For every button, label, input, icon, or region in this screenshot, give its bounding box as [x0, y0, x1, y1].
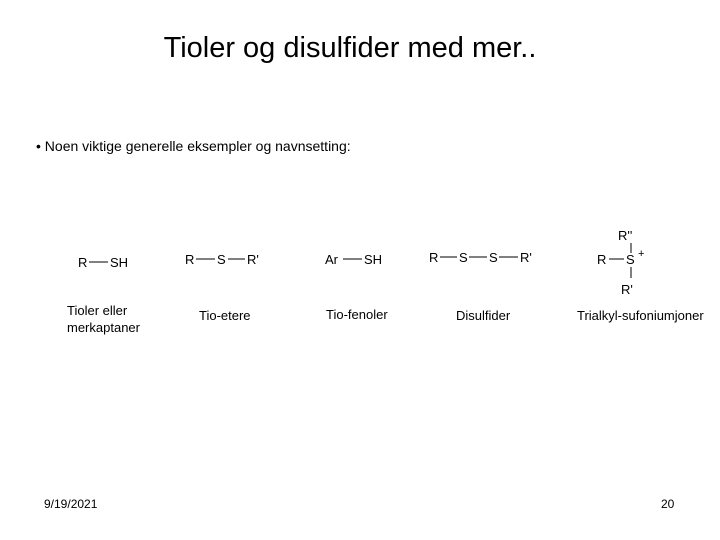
page-number: 20	[661, 497, 675, 511]
thiol-caption-line2: merkaptaner	[67, 320, 140, 335]
thiophenol-structure	[325, 252, 388, 322]
thioether-s: S	[217, 252, 226, 267]
thiophenol-caption: Tio-fenoler	[326, 307, 388, 322]
thioether-structure	[185, 252, 259, 323]
bullet-text: • Noen viktige generelle eksempler og navnsetting:	[36, 138, 351, 154]
thiophenol-sh: SH	[364, 252, 383, 267]
sulfonium-structure	[577, 228, 704, 323]
thioether-r-prime: R'	[247, 252, 259, 267]
disulfide-caption: Disulfider	[456, 308, 511, 323]
disulfide-r-prime: R'	[520, 250, 532, 265]
footer-date: 9/19/2021	[44, 497, 98, 511]
sulfonium-caption: Trialkyl-sufoniumjoner	[577, 308, 704, 323]
thioether-caption: Tio-etere	[199, 308, 251, 323]
structures-diagram	[0, 210, 720, 340]
thiol-caption-line1: Tioler eller	[67, 303, 128, 318]
disulfide-s2: S	[489, 250, 498, 265]
sulfonium-charge: +	[638, 248, 645, 260]
sulfonium-r-top: R''	[618, 228, 633, 243]
sulfonium-r-bottom: R'	[621, 282, 633, 297]
structures-panel	[0, 210, 720, 340]
slide-title: Tioler og disulfider med mer..	[163, 32, 537, 64]
thiol-sh: SH	[110, 255, 129, 270]
disulfide-s1: S	[459, 250, 468, 265]
disulfide-r: R	[429, 250, 439, 265]
sulfonium-s: S	[626, 252, 635, 267]
thioether-r: R	[185, 252, 195, 267]
thiol-r: R	[78, 255, 88, 270]
thiol-structure	[67, 255, 141, 335]
sulfonium-r: R	[597, 252, 607, 267]
thiophenol-ar: Ar	[325, 252, 338, 267]
disulfide-structure	[429, 250, 532, 323]
